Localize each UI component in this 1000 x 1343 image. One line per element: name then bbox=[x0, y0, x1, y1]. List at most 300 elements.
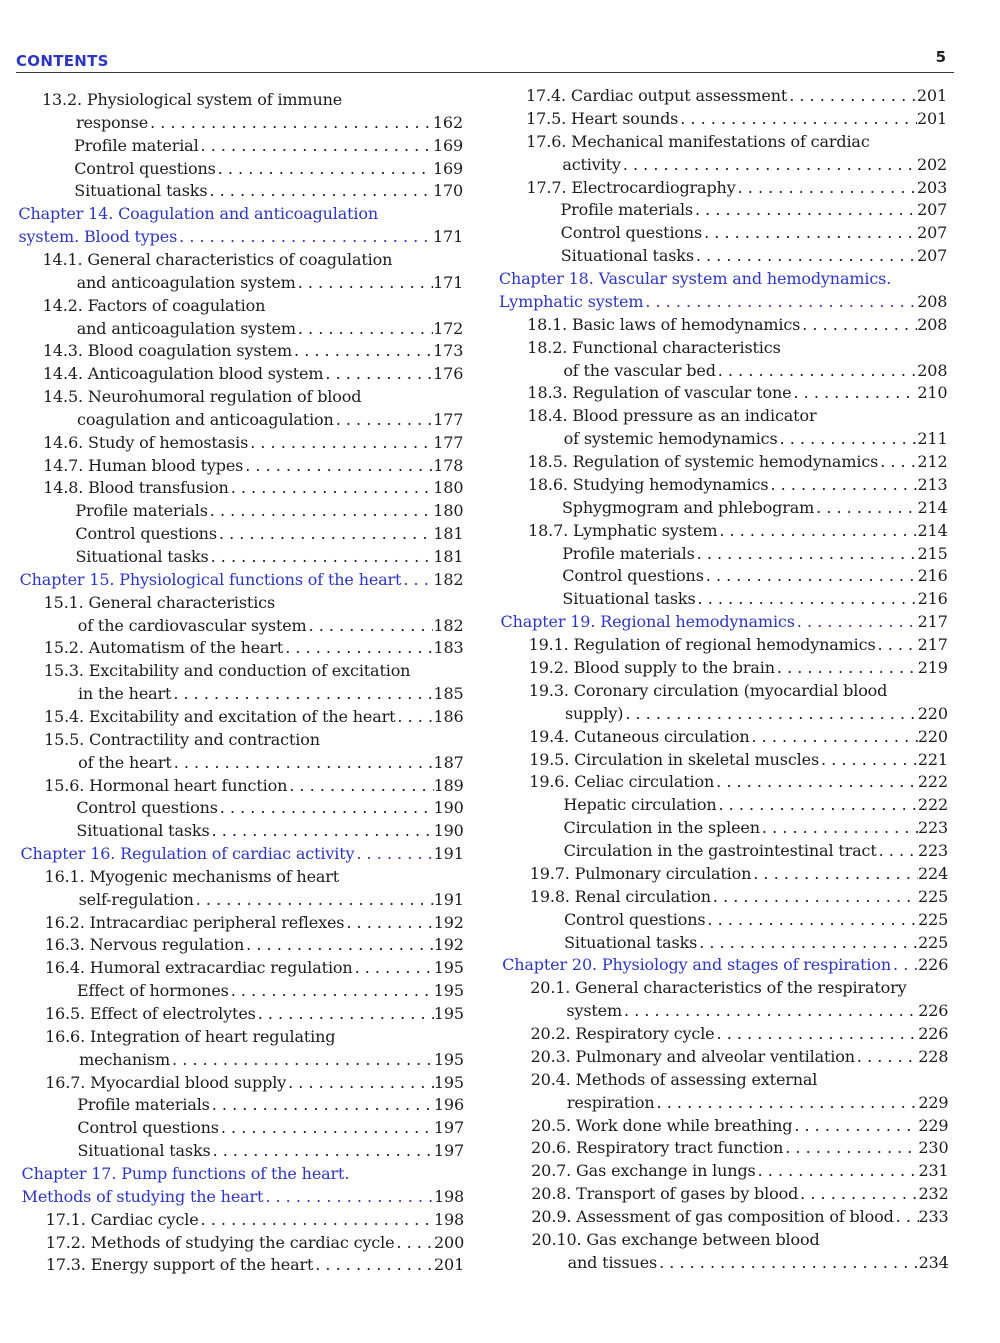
dot-leader bbox=[194, 889, 434, 911]
toc-entry-title: 14.4. Anticoagulation blood system bbox=[42, 364, 324, 384]
dot-leader bbox=[855, 1046, 918, 1068]
toc-entry[interactable] bbox=[45, 866, 464, 888]
toc-entry[interactable] bbox=[526, 108, 947, 130]
toc-entry-title: 16.1. Myogenic mechanisms of heart bbox=[44, 866, 340, 886]
toc-entry[interactable] bbox=[78, 683, 464, 705]
toc-entry-title: Chapter 14. Coagulation and anticoagulation bbox=[18, 204, 378, 224]
toc-entry-title: of the heart bbox=[78, 752, 172, 772]
toc-entry-page: 225 bbox=[918, 909, 949, 929]
toc-entry-title: self-regulation bbox=[78, 889, 194, 909]
toc-entry[interactable] bbox=[79, 1049, 464, 1071]
toc-entry-page: 208 bbox=[917, 291, 948, 311]
toc-entry[interactable] bbox=[527, 382, 947, 404]
toc-entry-page: 171 bbox=[433, 272, 464, 292]
dot-leader bbox=[695, 543, 918, 565]
toc-entry[interactable] bbox=[77, 980, 464, 1002]
toc-entry-page: 226 bbox=[918, 1024, 949, 1044]
toc-entry[interactable] bbox=[563, 360, 947, 382]
dot-leader bbox=[751, 863, 918, 885]
dot-leader bbox=[696, 588, 918, 610]
toc-chapter-entry[interactable] bbox=[502, 954, 948, 976]
dot-leader bbox=[655, 1092, 919, 1114]
toc-entry-title: Control questions bbox=[76, 798, 218, 818]
toc-chapter-entry[interactable] bbox=[18, 226, 463, 248]
toc-entry-title: Chapter 19. Regional hemodynamics bbox=[500, 612, 795, 632]
dot-leader bbox=[229, 980, 434, 1002]
toc-entry[interactable] bbox=[526, 85, 947, 107]
dot-leader bbox=[705, 909, 918, 931]
toc-entry-title: Hepatic circulation bbox=[563, 795, 717, 815]
toc-entry[interactable] bbox=[45, 1003, 464, 1025]
dot-leader bbox=[171, 683, 433, 705]
toc-entry[interactable] bbox=[43, 477, 463, 499]
toc-entry-page: 222 bbox=[917, 795, 949, 815]
toc-entry-page: 191 bbox=[433, 844, 464, 864]
toc-entry-title: Effect of hormones bbox=[76, 981, 229, 1001]
dot-leader bbox=[296, 272, 433, 294]
toc-entry-page: 173 bbox=[433, 341, 464, 361]
toc-entry[interactable] bbox=[562, 543, 947, 565]
toc-entry-page: 203 bbox=[917, 177, 948, 197]
toc-entry-title: Methods of studying the heart bbox=[21, 1186, 264, 1206]
toc-entry[interactable] bbox=[529, 771, 948, 793]
toc-entry[interactable] bbox=[529, 726, 948, 748]
dot-leader bbox=[778, 428, 918, 450]
toc-entry-page: 208 bbox=[917, 360, 948, 380]
toc-entry[interactable] bbox=[562, 588, 947, 610]
toc-entry[interactable] bbox=[528, 520, 948, 542]
toc-entry-title: and tissues bbox=[567, 1252, 658, 1272]
toc-entry-page: 219 bbox=[917, 658, 948, 677]
toc-entry[interactable] bbox=[561, 199, 948, 221]
toc-entry[interactable] bbox=[568, 1252, 949, 1274]
toc-entry[interactable] bbox=[531, 1137, 948, 1159]
toc-entry[interactable] bbox=[45, 934, 464, 956]
toc-entry-title: 14.1. General characteristics of coagulation bbox=[42, 249, 393, 269]
toc-entry[interactable] bbox=[46, 1232, 464, 1254]
dot-leader bbox=[791, 382, 917, 404]
toc-entry[interactable] bbox=[529, 634, 948, 656]
dot-leader bbox=[702, 222, 917, 244]
dot-leader bbox=[344, 912, 433, 934]
toc-entry[interactable] bbox=[75, 523, 463, 545]
toc-entry[interactable] bbox=[527, 314, 947, 336]
toc-entry[interactable] bbox=[43, 432, 463, 454]
toc-entry[interactable] bbox=[564, 932, 948, 954]
toc-entry-page: 171 bbox=[433, 227, 464, 247]
toc-entry-title: 17.3. Energy support of the heart bbox=[45, 1255, 314, 1275]
toc-entry-title: 14.5. Neurohumoral regulation of blood bbox=[42, 387, 362, 407]
toc-entry-page: 197 bbox=[433, 1118, 464, 1138]
toc-entry-page: 189 bbox=[433, 775, 464, 795]
toc-chapter-entry[interactable] bbox=[499, 291, 947, 313]
toc-entry-page: 211 bbox=[917, 429, 948, 449]
toc-entry-title: Profile materials bbox=[562, 543, 695, 563]
toc-entry-page: 216 bbox=[917, 589, 948, 609]
toc-entry[interactable] bbox=[528, 405, 948, 427]
dot-leader bbox=[643, 291, 917, 313]
toc-entry[interactable] bbox=[76, 820, 463, 842]
toc-entry-page: 207 bbox=[917, 223, 948, 243]
dot-leader bbox=[876, 634, 918, 656]
toc-entry-title: Lymphatic system bbox=[498, 291, 644, 311]
toc-entry-page: 180 bbox=[433, 501, 464, 521]
toc-entry-page: 169 bbox=[432, 158, 464, 178]
toc-entry[interactable] bbox=[43, 455, 463, 477]
toc-entry-title: coagulation and anticoagulation bbox=[77, 409, 334, 429]
dot-leader bbox=[395, 706, 433, 728]
toc-entry-page: 207 bbox=[917, 246, 948, 266]
toc-entry-title: 16.2. Intracardiac peripheral reflexes bbox=[44, 912, 345, 932]
toc-entry[interactable] bbox=[528, 474, 948, 496]
dot-leader bbox=[283, 637, 433, 659]
toc-entry[interactable] bbox=[42, 89, 463, 111]
dot-leader bbox=[693, 199, 917, 221]
toc-entry-page: 201 bbox=[434, 1255, 465, 1275]
toc-entry[interactable] bbox=[44, 592, 464, 614]
toc-entry-title: 16.5. Effect of electrolytes bbox=[45, 1004, 256, 1023]
toc-entry[interactable] bbox=[74, 180, 463, 202]
toc-entry-title: 18.1. Basic laws of hemodynamics bbox=[527, 314, 801, 334]
toc-entry-page: 223 bbox=[917, 818, 949, 838]
toc-entry-title: 17.6. Mechanical manifestations of cardiac bbox=[526, 131, 870, 151]
toc-chapter-entry[interactable] bbox=[22, 1163, 465, 1185]
toc-entry-page: 221 bbox=[917, 749, 948, 769]
toc-entry[interactable] bbox=[530, 977, 948, 999]
toc-entry-page: 195 bbox=[433, 1004, 464, 1023]
toc-entry[interactable] bbox=[74, 158, 463, 180]
toc-entry-page: 225 bbox=[918, 886, 949, 906]
toc-entry-title: mechanism bbox=[79, 1049, 171, 1069]
toc-entry[interactable] bbox=[531, 1046, 949, 1068]
toc-entry-page: 215 bbox=[917, 543, 948, 563]
toc-entry-title: Control questions bbox=[74, 158, 216, 178]
toc-entry-title: 19.2. Blood supply to the brain bbox=[528, 658, 775, 677]
toc-entry-title: Control questions bbox=[560, 223, 703, 243]
toc-entry[interactable] bbox=[45, 1026, 464, 1048]
dot-leader bbox=[148, 112, 433, 134]
dot-leader bbox=[296, 318, 433, 340]
toc-entry-title: system bbox=[566, 1001, 623, 1021]
toc-entry-page: 198 bbox=[433, 1186, 465, 1206]
toc-entry[interactable] bbox=[45, 1072, 464, 1094]
toc-entry-page: 212 bbox=[917, 452, 948, 472]
toc-entry-title: Situational tasks bbox=[77, 1141, 211, 1161]
toc-entry[interactable] bbox=[567, 1092, 949, 1114]
toc-entry[interactable] bbox=[562, 497, 948, 519]
dot-leader bbox=[217, 523, 433, 545]
toc-entry-title: Profile material bbox=[74, 135, 199, 155]
toc-entry-page: 233 bbox=[918, 1207, 949, 1227]
toc-entry[interactable] bbox=[561, 222, 948, 244]
dot-leader bbox=[263, 1186, 434, 1208]
dot-leader bbox=[623, 703, 917, 725]
toc-entry-title: 19.4. Cutaneous circulation bbox=[529, 726, 750, 746]
toc-entry-title: of systemic hemodynamics bbox=[563, 429, 778, 449]
toc-entry[interactable] bbox=[565, 703, 948, 725]
toc-entry-title: 19.3. Coronary circulation (myocardial blood bbox=[528, 680, 888, 700]
toc-entry[interactable] bbox=[77, 272, 464, 294]
toc-entry-title: Situational tasks bbox=[76, 821, 210, 841]
toc-entry-page: 195 bbox=[433, 958, 464, 978]
toc-entry-page: 195 bbox=[433, 1049, 464, 1069]
toc-entry-title: 20.1. General characteristics of the respiratory bbox=[530, 978, 907, 998]
dot-leader bbox=[286, 1072, 434, 1094]
toc-entry-page: 202 bbox=[917, 154, 948, 174]
toc-entry-page: 232 bbox=[918, 1184, 949, 1204]
toc-entry-title: 16.4. Humoral extracardiac regulation bbox=[44, 958, 353, 978]
toc-entry-title: of the cardiovascular system bbox=[77, 615, 307, 635]
toc-entry-title: 15.4. Excitability and excitation of the heart bbox=[44, 706, 396, 726]
dot-leader bbox=[209, 546, 434, 568]
toc-entry-title: 20.2. Respiratory cycle bbox=[530, 1024, 715, 1044]
dot-leader bbox=[769, 474, 918, 496]
toc-entry-title: 17.4. Cardiac output assessment bbox=[526, 86, 788, 105]
toc-entry[interactable] bbox=[44, 637, 464, 659]
toc-entry[interactable] bbox=[561, 245, 947, 267]
toc-entry[interactable] bbox=[530, 886, 948, 908]
toc-entry-title: Profile materials bbox=[75, 501, 208, 521]
toc-entry[interactable] bbox=[45, 912, 464, 934]
toc-entry-title: 20.6. Respiratory tract function bbox=[531, 1138, 784, 1158]
toc-entry-title: 14.7. Human blood types bbox=[43, 455, 244, 475]
toc-entry-title: 19.6. Celiac circulation bbox=[529, 772, 715, 792]
dot-leader bbox=[749, 726, 917, 748]
toc-entry-title: system. Blood types bbox=[18, 227, 178, 247]
toc-entry[interactable] bbox=[46, 1209, 464, 1231]
toc-entry-page: 228 bbox=[918, 1046, 949, 1066]
toc-entry-title: 15.5. Contractility and contraction bbox=[44, 729, 320, 749]
toc-entry[interactable] bbox=[76, 112, 463, 134]
dot-leader bbox=[814, 497, 917, 519]
toc-entry-page: 181 bbox=[433, 547, 464, 566]
toc-entry-title: 14.3. Blood coagulation system bbox=[42, 341, 293, 361]
toc-entry-title: and anticoagulation system bbox=[76, 272, 296, 292]
toc-entry[interactable] bbox=[79, 889, 464, 911]
section-title: CONTENTS bbox=[16, 52, 109, 70]
dot-leader bbox=[717, 520, 917, 542]
dot-leader bbox=[622, 1000, 918, 1022]
toc-entry[interactable] bbox=[77, 1117, 464, 1139]
toc-entry[interactable] bbox=[527, 337, 947, 359]
toc-chapter-entry[interactable] bbox=[18, 203, 463, 225]
toc-entry-page: 216 bbox=[917, 566, 948, 586]
toc-entry[interactable] bbox=[531, 1206, 948, 1228]
toc-entry-title: 14.6. Study of hemostasis bbox=[43, 432, 249, 452]
dot-leader bbox=[172, 752, 434, 774]
toc-entry-page: 162 bbox=[432, 112, 463, 132]
dot-leader bbox=[210, 1094, 434, 1116]
toc-entry-title: 16.6. Integration of heart regulating bbox=[45, 1026, 336, 1046]
dot-leader bbox=[199, 135, 433, 157]
toc-entry-page: 190 bbox=[433, 821, 464, 841]
dot-leader bbox=[736, 177, 917, 199]
toc-entry[interactable] bbox=[77, 318, 463, 340]
toc-entry-page: 177 bbox=[433, 432, 464, 452]
dot-leader bbox=[208, 500, 434, 522]
toc-entry-title: activity bbox=[562, 154, 621, 174]
toc-entry[interactable] bbox=[564, 840, 948, 862]
toc-entry-page: 172 bbox=[433, 318, 464, 338]
toc-entry[interactable] bbox=[526, 131, 947, 153]
toc-entry[interactable] bbox=[75, 500, 463, 522]
toc-entry-title: 19.7. Pulmonary circulation bbox=[529, 863, 752, 883]
toc-entry[interactable] bbox=[531, 1023, 949, 1045]
toc-entry-page: 229 bbox=[918, 1092, 949, 1112]
toc-entry[interactable] bbox=[529, 657, 948, 679]
toc-entry-page: 210 bbox=[917, 383, 948, 403]
toc-entry-page: 214 bbox=[917, 520, 948, 540]
dot-leader bbox=[792, 1115, 918, 1137]
toc-entry[interactable] bbox=[77, 1140, 464, 1162]
toc-entry-page: 214 bbox=[917, 497, 948, 517]
toc-entry-title: in the heart bbox=[77, 684, 172, 704]
toc-entry-title: 19.1. Regulation of regional hemodynamics bbox=[528, 635, 876, 655]
toc-entry[interactable] bbox=[44, 706, 464, 728]
toc-entry[interactable] bbox=[529, 680, 948, 702]
toc-entry-title: Situational tasks bbox=[562, 589, 696, 609]
toc-entry-page: 177 bbox=[433, 409, 464, 429]
dot-leader bbox=[697, 932, 918, 954]
toc-entry-page: 201 bbox=[916, 86, 947, 105]
toc-entry-title: 16.3. Nervous regulation bbox=[44, 935, 245, 955]
toc-entry-title: 15.3. Excitability and conduction of excitation bbox=[43, 661, 411, 681]
dot-leader bbox=[717, 794, 918, 816]
dot-leader bbox=[678, 108, 917, 130]
dot-leader bbox=[394, 1232, 434, 1254]
toc-entry-page: 178 bbox=[433, 455, 464, 475]
toc-entry-title: Sphygmogram and phlebogram bbox=[561, 497, 815, 517]
toc-entry-title: and anticoagulation system bbox=[76, 318, 296, 338]
toc-entry[interactable] bbox=[43, 340, 463, 362]
toc-entry-title: Chapter 17. Pump functions of the heart. bbox=[21, 1163, 350, 1183]
dot-leader bbox=[218, 797, 434, 819]
toc-entry[interactable] bbox=[77, 409, 463, 431]
toc-entry[interactable] bbox=[76, 546, 464, 568]
toc-entry[interactable] bbox=[562, 565, 947, 587]
toc-entry[interactable] bbox=[528, 451, 948, 473]
toc-entry[interactable] bbox=[78, 615, 464, 637]
toc-entry-title: 18.4. Blood pressure as an indicator bbox=[527, 406, 817, 426]
toc-entry[interactable] bbox=[564, 817, 949, 839]
toc-entry-title: 20.8. Transport of gases by blood bbox=[531, 1184, 799, 1204]
toc-entry-page: 229 bbox=[918, 1115, 949, 1135]
dot-leader bbox=[354, 843, 433, 865]
dot-leader bbox=[307, 615, 434, 637]
toc-entry[interactable] bbox=[562, 154, 947, 176]
toc-entry[interactable] bbox=[563, 794, 948, 816]
toc-chapter-entry[interactable] bbox=[20, 569, 464, 591]
toc-entry-title: 13.2. Physiological system of immune bbox=[42, 90, 343, 109]
dot-leader bbox=[819, 749, 918, 771]
toc-entry-title: 15.6. Hormonal heart function bbox=[44, 775, 288, 795]
toc-entry[interactable] bbox=[77, 1094, 464, 1116]
toc-entry[interactable] bbox=[78, 752, 463, 774]
dot-leader bbox=[248, 432, 433, 454]
toc-entry-title: Circulation in the spleen bbox=[563, 818, 760, 838]
toc-entry[interactable] bbox=[532, 1229, 949, 1251]
toc-entry-title: Control questions bbox=[562, 566, 704, 586]
toc-entry-title: Situational tasks bbox=[564, 932, 698, 952]
toc-entry[interactable] bbox=[45, 957, 464, 979]
toc-entry[interactable] bbox=[43, 386, 463, 408]
toc-entry-page: 217 bbox=[917, 635, 948, 655]
toc-entry[interactable] bbox=[44, 775, 463, 797]
toc-entry[interactable] bbox=[43, 295, 464, 317]
toc-entry-title: 18.3. Regulation of vascular tone bbox=[527, 383, 792, 403]
toc-entry-title: 14.2. Factors of coagulation bbox=[42, 295, 266, 315]
dot-leader bbox=[313, 1254, 434, 1276]
toc-entry-title: respiration bbox=[566, 1092, 655, 1112]
toc-entry[interactable] bbox=[564, 909, 948, 931]
toc-entry-title: Situational tasks bbox=[74, 181, 208, 201]
toc-entry[interactable] bbox=[530, 863, 948, 885]
toc-entry[interactable] bbox=[531, 1115, 949, 1137]
toc-entry-title: Chapter 18. Vascular system and hemodynamics. bbox=[498, 269, 892, 289]
toc-chapter-entry[interactable] bbox=[20, 843, 463, 865]
toc-entry-title: Chapter 20. Physiology and stages of respiration bbox=[502, 955, 892, 975]
dot-leader bbox=[760, 817, 918, 839]
toc-entry[interactable] bbox=[529, 749, 948, 771]
toc-entry-page: 182 bbox=[433, 615, 464, 635]
toc-entry-title: Situational tasks bbox=[560, 246, 694, 266]
dot-leader bbox=[878, 451, 917, 473]
toc-entry-page: 176 bbox=[433, 364, 464, 384]
dot-leader bbox=[716, 360, 917, 382]
toc-entry[interactable] bbox=[531, 1183, 948, 1205]
toc-entry-page: 191 bbox=[433, 889, 464, 909]
toc-chapter-entry[interactable] bbox=[501, 611, 948, 633]
toc-entry-page: 197 bbox=[433, 1141, 465, 1161]
toc-entry[interactable] bbox=[74, 135, 463, 157]
toc-entry-title: Control questions bbox=[77, 1118, 219, 1138]
dot-leader bbox=[207, 180, 433, 202]
toc-entry[interactable] bbox=[43, 363, 463, 385]
toc-entry[interactable] bbox=[44, 729, 464, 751]
toc-entry[interactable] bbox=[531, 1069, 949, 1091]
toc-entry-title: Control questions bbox=[563, 909, 706, 929]
toc-entry-title: Chapter 16. Regulation of cardiac activity bbox=[20, 844, 355, 864]
toc-entry[interactable] bbox=[76, 797, 463, 819]
toc-entry-title: Profile materials bbox=[77, 1095, 210, 1115]
toc-chapter-entry[interactable] bbox=[499, 268, 947, 290]
dot-leader bbox=[894, 1206, 919, 1228]
toc-entry[interactable] bbox=[46, 1254, 464, 1276]
toc-chapter-entry[interactable] bbox=[22, 1186, 464, 1208]
toc-entry[interactable] bbox=[531, 1160, 948, 1182]
toc-entry-page: 186 bbox=[433, 706, 464, 726]
toc-entry-title: 20.5. Work done while breathing bbox=[530, 1115, 793, 1135]
toc-entry-title: Circulation in the gastrointestinal tract bbox=[563, 841, 877, 861]
toc-entry[interactable] bbox=[43, 249, 464, 271]
toc-entry[interactable] bbox=[566, 1000, 948, 1022]
dot-leader bbox=[199, 1209, 434, 1231]
toc-entry-page: 170 bbox=[432, 181, 464, 201]
toc-entry-page: 169 bbox=[432, 135, 464, 155]
dot-leader bbox=[170, 1049, 434, 1071]
toc-entry[interactable] bbox=[44, 660, 464, 682]
dot-leader bbox=[877, 840, 918, 862]
dot-leader bbox=[334, 409, 434, 431]
toc-entry[interactable] bbox=[526, 177, 947, 199]
toc-entry[interactable] bbox=[564, 428, 948, 450]
toc-entry-title: 20.7. Gas exchange in lungs bbox=[531, 1161, 756, 1181]
toc-entry-title: 18.6. Studying hemodynamics bbox=[527, 474, 769, 494]
dot-leader bbox=[243, 455, 433, 477]
dot-leader bbox=[219, 1117, 434, 1139]
toc-entry-page: 222 bbox=[917, 772, 948, 792]
toc-entry-page: 201 bbox=[916, 108, 948, 128]
